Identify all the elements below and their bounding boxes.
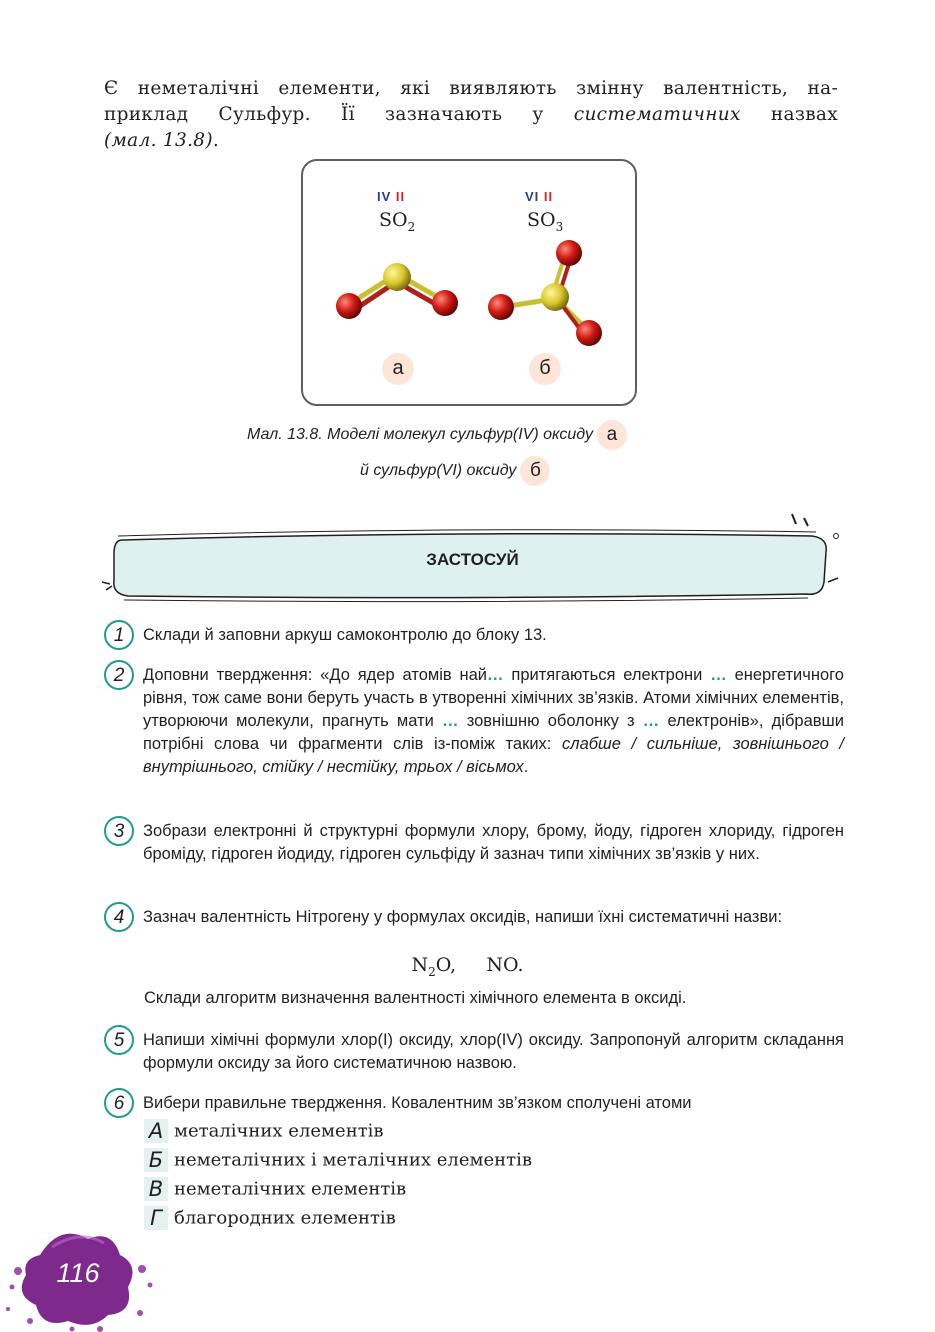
option-text: благородних елементів bbox=[174, 1207, 396, 1229]
figure-caption-line-1 bbox=[247, 420, 627, 450]
task-number: 1 bbox=[113, 625, 125, 646]
so3-valence bbox=[525, 189, 553, 204]
oxygen-atom bbox=[488, 294, 514, 320]
blank-dots: … bbox=[442, 712, 459, 730]
so2-formula bbox=[379, 209, 415, 234]
sulfur-atom bbox=[541, 283, 569, 311]
task-text-part: енергетичного рівня, тож саме вони беруть участь в утворенні хімічних зв’язків. Атоми хімічних елементів, утворюючи молекули, прагнуть мати bbox=[143, 666, 844, 730]
intro-paragraph bbox=[104, 76, 838, 154]
so2-valence-sulfur: IV bbox=[377, 189, 392, 204]
task-number-badge bbox=[104, 660, 134, 690]
option-text: неметалічних елементів bbox=[174, 1178, 407, 1200]
task-text: Зобрази електронні й структурні формули хлору, брому, йоду, гідроген хлориду, гідроген броміду, гідроген йодиду, гідроген сульфіду й зазнач типи хімічних зв’язків у них. bbox=[143, 822, 844, 863]
answer-option-g[interactable] bbox=[144, 1206, 396, 1230]
blank-dots: … bbox=[642, 712, 660, 730]
task-text-part: Доповни твердження: «До ядер атомів най bbox=[143, 666, 488, 684]
task-number-badge bbox=[104, 816, 134, 846]
page-number: 116 bbox=[56, 1258, 100, 1288]
task-text: Вибери правильне твердження. Ковалентним зв’язком сполучені атоми bbox=[143, 1094, 692, 1112]
task-number: 5 bbox=[113, 1030, 125, 1051]
option-text: неметалічних і металічних елементів bbox=[174, 1149, 532, 1171]
intro-line-2-end: назвах bbox=[740, 104, 838, 125]
task-1 bbox=[104, 624, 844, 647]
task-number: 4 bbox=[113, 907, 125, 928]
task-2 bbox=[104, 664, 844, 779]
so2-formula-sub: 2 bbox=[407, 219, 416, 234]
option-letter: А bbox=[144, 1119, 168, 1143]
so3-formula bbox=[527, 209, 563, 234]
so3-formula-base: SO bbox=[527, 209, 556, 231]
option-letter: Б bbox=[144, 1148, 168, 1172]
caption-badge-b: б bbox=[520, 456, 550, 486]
task-number-badge bbox=[104, 620, 134, 650]
answer-option-a[interactable] bbox=[144, 1119, 384, 1143]
task-text-part: . bbox=[523, 758, 529, 776]
caption-badge-a: а bbox=[597, 420, 627, 450]
task-number: 2 bbox=[113, 665, 125, 686]
formula-n2o-sub: 2 bbox=[428, 964, 436, 979]
caption-text-2: й сульфур(VI) оксиду bbox=[360, 462, 517, 480]
task-4 bbox=[104, 906, 844, 929]
option-letter: Г bbox=[144, 1206, 168, 1230]
caption-text-1: Мал. 13.8. Моделі молекул сульфур(IV) оксиду bbox=[247, 426, 593, 444]
task-6 bbox=[104, 1092, 844, 1115]
blank-dots: … bbox=[487, 666, 504, 684]
task-text: Зазнач валентність Нітрогену у формулах оксидів, напиши їхні систематичні назви: bbox=[143, 908, 783, 926]
so3-valence-sulfur: VI bbox=[525, 189, 540, 204]
task-number-badge bbox=[104, 1025, 134, 1055]
intro-line-3-end: . bbox=[212, 130, 220, 151]
so3-valence-oxygen: II bbox=[543, 189, 554, 204]
blank-dots: … bbox=[710, 666, 727, 684]
oxygen-atom bbox=[432, 290, 458, 316]
figure-caption-line-2 bbox=[360, 456, 550, 486]
task-text: Склади й заповни аркуш самоконтролю до блоку 13. bbox=[143, 626, 547, 644]
oxygen-atom bbox=[556, 240, 582, 266]
intro-line-1: Є неметалічні елементи, які виявляють змінну валентність, на- bbox=[104, 78, 838, 99]
task-text: Напиши хімічні формули хлор(І) оксиду, хлор(IV) оксиду. Запропонуй алгоритм складання формули оксиду за його систематичною назвою. bbox=[143, 1031, 844, 1072]
figure-label-b: б bbox=[529, 353, 561, 385]
nitrogen-oxide-formulas bbox=[0, 954, 935, 979]
option-text: металічних елементів bbox=[174, 1120, 384, 1142]
figure-box bbox=[301, 159, 637, 406]
so2-formula-base: SO bbox=[379, 209, 408, 231]
section-banner bbox=[100, 512, 845, 604]
oxygen-atom bbox=[576, 320, 602, 346]
so3-formula-sub: 3 bbox=[555, 219, 564, 234]
answer-option-v[interactable] bbox=[144, 1177, 406, 1201]
task-number-badge bbox=[104, 902, 134, 932]
word-options: слабше / сильніше, зовнішнього / внутрішнього, стійку / нестійку, трьох / вісьмох bbox=[143, 735, 845, 776]
intro-line-2-start: приклад Сульфур. Її зазначають у bbox=[104, 104, 574, 125]
task-text bbox=[143, 664, 844, 779]
formula-no: NO. bbox=[486, 954, 524, 976]
formula-n2o-base: N bbox=[411, 954, 429, 976]
task-number-badge bbox=[104, 1088, 134, 1118]
option-letter: В bbox=[144, 1177, 168, 1201]
answer-option-b[interactable] bbox=[144, 1148, 532, 1172]
figure-reference: (мал. 13.8) bbox=[104, 130, 213, 151]
so3-molecule-model bbox=[483, 237, 613, 347]
task-number: 3 bbox=[113, 821, 125, 842]
task-text-part: електронів», дібравши потрібні слова чи фрагменти слів із-поміж таких: bbox=[143, 712, 844, 753]
task-3 bbox=[104, 820, 844, 866]
intro-line-2-emphasis: систематичних bbox=[573, 104, 741, 125]
so2-molecule-model bbox=[329, 253, 469, 333]
so2-valence bbox=[377, 189, 405, 204]
task-number: 6 bbox=[113, 1093, 125, 1114]
oxygen-atom bbox=[336, 293, 362, 319]
task-4-algorithm: Склади алгоритм визначення валентності хімічного елемента в оксиді. bbox=[144, 989, 687, 1007]
task-5 bbox=[104, 1029, 844, 1075]
section-title: ЗАСТОСУЙ bbox=[426, 550, 519, 569]
task-text-part: притягаються електрони bbox=[503, 666, 711, 684]
sulfur-atom bbox=[383, 263, 411, 291]
so2-valence-oxygen: II bbox=[395, 189, 406, 204]
task-text-part: зовнішню оболонку з bbox=[458, 712, 643, 730]
figure-label-a: а bbox=[382, 353, 414, 385]
formula-n2o-end: O, bbox=[435, 954, 457, 976]
